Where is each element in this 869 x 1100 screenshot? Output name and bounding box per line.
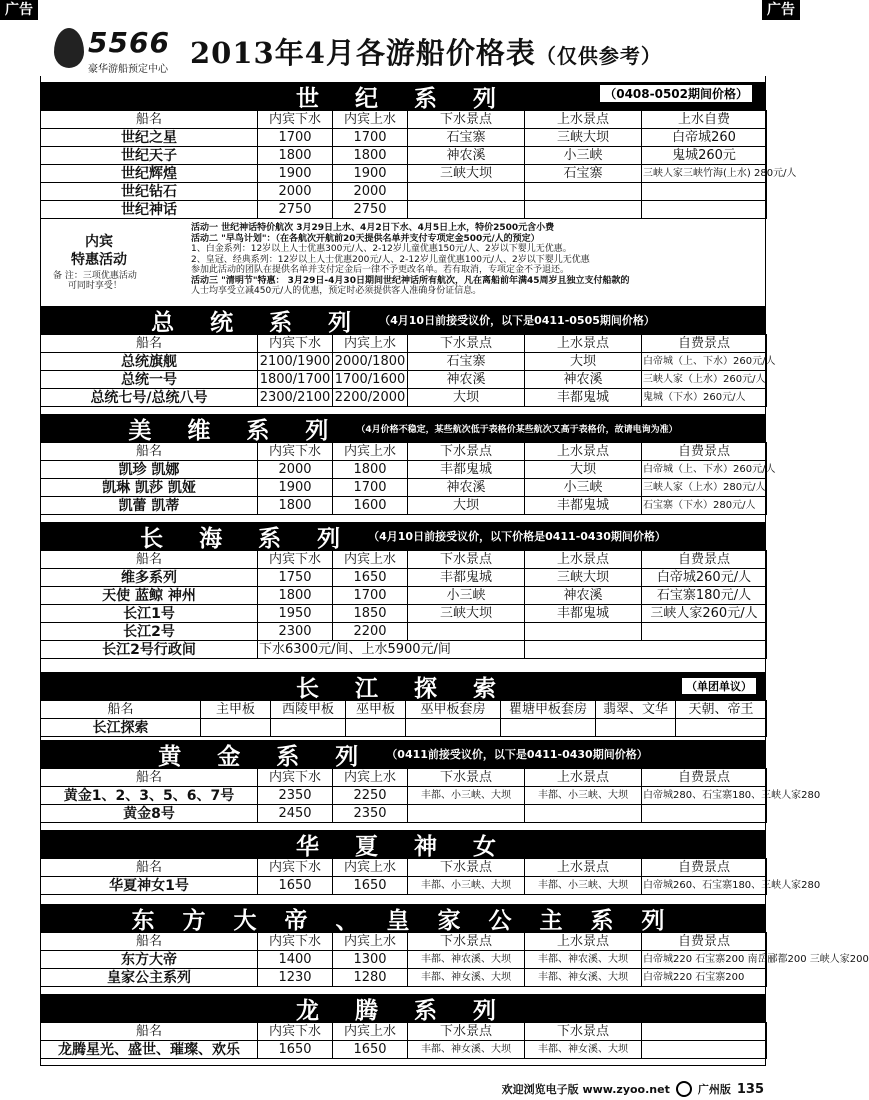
ship-name: 华夏神女1号 <box>41 877 258 895</box>
spot-cell <box>525 201 642 219</box>
spot-cell: 三峡大坝 <box>408 605 525 623</box>
spot-cell: 丰都、神女溪、大坝 <box>525 1041 642 1059</box>
table-row <box>41 353 767 371</box>
spot-cell <box>642 183 767 201</box>
spot-cell: 神农溪 <box>525 587 642 605</box>
price-cell: 2000 <box>333 183 408 201</box>
price-cell: 1800 <box>258 497 333 515</box>
spot-cell: 丰都鬼城 <box>525 389 642 407</box>
spot-cell: 石宝寨 <box>408 129 525 147</box>
column-header: 巫甲板 <box>346 701 406 719</box>
spot-cell <box>408 201 525 219</box>
section-band: 黄 金 系 列 （0411前接受议价，以下是0411-0430期间价格） <box>40 740 766 768</box>
price-table <box>40 932 869 987</box>
promo-line: 2、皇冠、经典系列：12岁以上人士优惠200元/人、2-12岁儿童优惠100元/人、2岁以下婴儿无优惠 <box>191 254 590 265</box>
price-cell: 1700 <box>333 479 408 497</box>
spot-cell: 丰都鬼城 <box>408 569 525 587</box>
section-band: 长 江 探 索 （单团单议） <box>40 672 766 700</box>
table-row <box>41 969 767 987</box>
section-longteng <box>40 994 766 1059</box>
section-tansuo <box>40 672 766 737</box>
price-cell: 2000 <box>258 183 333 201</box>
price-cell: 1230 <box>258 969 333 987</box>
spot-cell: 丰都、小三峡、大坝 <box>408 787 525 805</box>
price-cell: 1650 <box>333 877 408 895</box>
price-cell <box>406 719 501 737</box>
price-cell: 2750 <box>333 201 408 219</box>
promo-box <box>40 219 766 307</box>
spot-cell: 白帝城（上、下水）260元/人 <box>642 353 767 371</box>
spot-cell <box>408 623 525 641</box>
spot-cell: 鬼城（下水）260元/人 <box>642 389 767 407</box>
price-table <box>40 700 767 737</box>
price-cell: 2350 <box>333 805 408 823</box>
spot-cell <box>408 183 525 201</box>
spot-cell: 丰都、小三峡、大坝 <box>525 787 642 805</box>
section-note: （4月价格不稳定，某些航次低于表格价某些航次又高于表格价，故请电询为准） <box>356 424 678 435</box>
promo-remark: 备 注：三项优惠活动 可同时享受！ <box>53 271 137 291</box>
table-row <box>41 605 767 623</box>
section-band: 世 纪 系 列 （0408-0502期间价格） <box>40 82 766 110</box>
ship-name: 东方大帝 <box>41 951 258 969</box>
spot-cell: 鬼城260元 <box>642 147 767 165</box>
section-huangjin <box>40 740 821 823</box>
spot-cell <box>642 201 767 219</box>
ship-name: 总统一号 <box>41 371 258 389</box>
table-header: 船名 内宾下水 内宾上水 下水景点 上水景点 自费景点 <box>41 933 767 951</box>
ship-name: 长江1号 <box>41 605 258 623</box>
price-cell: 1300 <box>333 951 408 969</box>
flame-icon <box>54 28 84 68</box>
section-note: （4月10日前接受议价，以下是0411-0505期间价格） <box>379 314 655 327</box>
table-row <box>41 623 767 641</box>
spot-cell: 大坝 <box>408 389 525 407</box>
spot-cell: 神农溪 <box>408 147 525 165</box>
section-band: 华 夏 神 女 <box>40 830 766 858</box>
table-row <box>41 147 767 165</box>
ad-label-right: 广告 <box>762 0 800 20</box>
price-cell: 1400 <box>258 951 333 969</box>
price-cell: 2300 <box>258 623 333 641</box>
empty-cell <box>525 641 767 659</box>
price-cell: 1600 <box>333 497 408 515</box>
spot-cell <box>642 1041 767 1059</box>
price-cell: 1650 <box>258 877 333 895</box>
table-row <box>41 719 767 737</box>
price-cell: 1800 <box>258 147 333 165</box>
table-header: 船名 内宾下水 内宾上水 下水景点 上水景点 自费景点 <box>41 859 767 877</box>
price-cell: 2350 <box>258 787 333 805</box>
column-header: 主甲板 <box>201 701 271 719</box>
section-changhai <box>40 522 766 659</box>
table-header: 船名 内宾下水 内宾上水 下水景点 上水景点 上水自费 <box>41 111 767 129</box>
ship-name: 长江探索 <box>41 719 201 737</box>
table-header: 船名 内宾下水 内宾上水 下水景点 下水景点 <box>41 1023 767 1041</box>
table-row <box>41 479 767 497</box>
price-table <box>40 110 797 219</box>
table-row <box>41 165 767 183</box>
price-table <box>40 858 821 895</box>
spot-cell: 丰都、神女溪、大坝 <box>408 969 525 987</box>
table-header <box>41 701 767 719</box>
logo-number: 5566 <box>88 26 170 59</box>
page-number: 135 <box>736 1081 764 1097</box>
page-title: 2013年4月各游船价格表（仅供参考） <box>190 35 662 70</box>
column-header: 翡翠、文华 <box>596 701 676 719</box>
price-cell: 2100/1900 <box>258 353 333 371</box>
spot-cell: 白帝城220 石宝寨200 <box>642 969 767 987</box>
spot-cell: 石宝寨（下水）280元/人 <box>642 497 767 515</box>
promo-label: 内宾 特惠活动 <box>71 234 127 268</box>
spot-cell <box>642 805 767 823</box>
section-zongtong <box>40 306 776 407</box>
spot-cell: 小三峡 <box>525 147 642 165</box>
table-row <box>41 569 767 587</box>
section-huaxia <box>40 830 821 895</box>
table-row <box>41 805 767 823</box>
table-row <box>41 183 767 201</box>
table-header: 船名 内宾下水 内宾上水 下水景点 上水景点 自费景点 <box>41 443 767 461</box>
price-cell: 1850 <box>333 605 408 623</box>
ship-name: 总统旗舰 <box>41 353 258 371</box>
table-row <box>41 951 767 969</box>
table-row <box>41 587 767 605</box>
price-table <box>40 334 776 407</box>
spot-cell: 大坝 <box>408 497 525 515</box>
price-cell: 1650 <box>333 569 408 587</box>
spot-cell: 丰都鬼城 <box>408 461 525 479</box>
promo-text <box>191 223 761 297</box>
spot-cell: 丰都、小三峡、大坝 <box>408 877 525 895</box>
column-header: 船名 <box>41 701 201 719</box>
page-footer <box>0 1078 800 1100</box>
spot-cell: 白帝城（上、下水）260元/人 <box>642 461 767 479</box>
section-band: 长 海 系 列 （4月10日前接受议价，以下价格是0411-0430期间价格） <box>40 522 766 550</box>
table-row <box>41 787 767 805</box>
price-cell <box>201 719 271 737</box>
spot-cell: 三峡人家三峡竹海(上水) 280元/人 <box>642 165 767 183</box>
spot-cell: 白帝城260 <box>642 129 767 147</box>
section-note: （0408-0502期间价格） <box>600 85 752 102</box>
price-cell <box>676 719 767 737</box>
spot-cell: 三峡人家（上水）280元/人 <box>642 479 767 497</box>
price-cell: 1800 <box>258 587 333 605</box>
spot-cell: 丰都鬼城 <box>525 497 642 515</box>
spot-cell: 神农溪 <box>525 371 642 389</box>
price-cell <box>271 719 346 737</box>
spot-cell: 三峡大坝 <box>525 569 642 587</box>
section-shiji <box>40 82 797 307</box>
table-row <box>41 497 767 515</box>
column-header: 天朝、帝王 <box>676 701 767 719</box>
price-table <box>40 550 767 659</box>
spot-cell: 丰都、神女溪、大坝 <box>525 969 642 987</box>
price-cell: 2450 <box>258 805 333 823</box>
price-cell: 2000 <box>258 461 333 479</box>
price-cell <box>501 719 596 737</box>
section-band: 东 方 大 帝 、 皇 家 公 主 系 列 <box>40 904 766 932</box>
spot-cell: 石宝寨180元/人 <box>642 587 767 605</box>
section-note: （4月10日前接受议价，以下价格是0411-0430期间价格） <box>368 530 666 543</box>
spot-cell <box>525 623 642 641</box>
price-cell: 1650 <box>258 1041 333 1059</box>
spot-cell: 丰都、神农溪、大坝 <box>408 951 525 969</box>
spot-cell: 小三峡 <box>525 479 642 497</box>
price-cell: 1900 <box>258 479 333 497</box>
promo-line: 活动三 "清明节"特惠： 3月29日-4月30日期间世纪神话所有航次，凡在离船前年满45周岁且独立支付船款的 <box>191 275 630 286</box>
table-row <box>41 389 767 407</box>
table-row <box>41 129 767 147</box>
price-cell: 1700 <box>258 129 333 147</box>
spot-cell: 丰都、神女溪、大坝 <box>408 1041 525 1059</box>
ship-name: 黄金1、2、3、5、6、7号 <box>41 787 258 805</box>
spot-cell: 神农溪 <box>408 479 525 497</box>
promo-line: 1、白金系列：12岁以上人士优惠300元/人、2-12岁儿童优惠150元/人、2岁以下婴儿无优惠。 <box>191 244 572 254</box>
ship-name: 世纪钻石 <box>41 183 258 201</box>
spot-cell <box>408 805 525 823</box>
ship-name: 凯珍 凯娜 <box>41 461 258 479</box>
price-cell: 2200 <box>333 623 408 641</box>
ad-label-left: 广告 <box>0 0 38 20</box>
spot-cell: 白帝城220 石宝寨200 南岳郦都200 三峡人家200 <box>642 951 767 969</box>
spot-cell <box>642 623 767 641</box>
spot-cell <box>525 805 642 823</box>
price-cell: 1800 <box>333 147 408 165</box>
spot-cell: 丰都鬼城 <box>525 605 642 623</box>
section-note: （单团单议） <box>682 678 756 694</box>
price-table <box>40 768 821 823</box>
spot-cell: 大坝 <box>525 353 642 371</box>
column-header: 巫甲板套房 <box>406 701 501 719</box>
price-cell: 1700 <box>333 587 408 605</box>
price-cell: 1900 <box>258 165 333 183</box>
price-cell: 1700 <box>333 129 408 147</box>
spot-cell: 三峡大坝 <box>408 165 525 183</box>
column-header: 西陵甲板 <box>271 701 346 719</box>
ship-name: 总统七号/总统八号 <box>41 389 258 407</box>
price-cell: 2250 <box>333 787 408 805</box>
section-dongfang <box>40 904 869 987</box>
promo-line: 参加此活动的团队在提供名单并支付定金后一律不予更改名单。若有取消，专项定金不予退还。 <box>191 265 570 275</box>
spot-cell: 丰都、小三峡、大坝 <box>525 877 642 895</box>
section-band: 龙 腾 系 列 <box>40 994 766 1022</box>
ship-name: 长江2号行政间 <box>41 641 258 659</box>
spot-cell <box>525 183 642 201</box>
price-cell: 1800 <box>333 461 408 479</box>
table-row <box>41 461 767 479</box>
price-cell: 1900 <box>333 165 408 183</box>
spot-cell: 白帝城260元/人 <box>642 569 767 587</box>
price-table <box>40 1022 767 1059</box>
price-cell: 1700/1600 <box>333 371 408 389</box>
table-row <box>41 201 767 219</box>
promo-line: 活动二 "早鸟计划"：（在各航次开航前20天提供名单并支付专项定金500元/人的预定） <box>191 233 540 244</box>
price-cell: 2300/2100 <box>258 389 333 407</box>
footer-edition: 广州版 <box>697 1083 731 1096</box>
brand-icon <box>676 1081 692 1097</box>
table-header: 船名 内宾下水 内宾上水 下水景点 上水景点 自费景点 <box>41 769 767 787</box>
table-row <box>41 641 767 659</box>
ship-name: 龙腾星光、盛世、璀璨、欢乐 <box>41 1041 258 1059</box>
price-cell: 下水6300元/间、上水5900元/间 <box>258 641 525 659</box>
price-cell <box>596 719 676 737</box>
price-cell <box>346 719 406 737</box>
ship-name: 世纪辉煌 <box>41 165 258 183</box>
price-cell: 2200/2000 <box>333 389 408 407</box>
promo-line: 活动一 世纪神话特价航次 3月29日上水、4月2日下水、4月5日上水，特价2500元含小费 <box>191 223 555 233</box>
title-note: （仅供参考） <box>535 43 662 68</box>
spot-cell: 三峡人家260元/人 <box>642 605 767 623</box>
spot-cell: 丰都、神农溪、大坝 <box>525 951 642 969</box>
price-cell: 1650 <box>333 1041 408 1059</box>
spot-cell: 石宝寨 <box>525 165 642 183</box>
section-band: 美 维 系 列 （4月价格不稳定，某些航次低于表格价某些航次又高于表格价，故请电询为准） <box>40 414 766 442</box>
table-header: 船名 内宾下水 内宾上水 下水景点 上水景点 自费景点 <box>41 335 767 353</box>
price-cell: 1800/1700 <box>258 371 333 389</box>
ship-name: 黄金8号 <box>41 805 258 823</box>
ship-name: 世纪天子 <box>41 147 258 165</box>
price-table <box>40 442 776 515</box>
spot-cell: 大坝 <box>525 461 642 479</box>
promo-line: 人士均享受立减450元/人的优惠，预定时必须提供客人准确身份证信息。 <box>191 286 482 296</box>
logo <box>50 24 190 78</box>
spot-cell: 白帝城280、石宝寨180、三峡人家280 <box>642 787 767 805</box>
table-header: 船名 内宾下水 内宾上水 下水景点 上水景点 自费景点 <box>41 551 767 569</box>
price-cell: 1950 <box>258 605 333 623</box>
ship-name: 天使 蓝鲸 神州 <box>41 587 258 605</box>
ship-name: 皇家公主系列 <box>41 969 258 987</box>
ship-name: 长江2号 <box>41 623 258 641</box>
section-note: （0411前接受议价，以下是0411-0430期间价格） <box>386 748 648 761</box>
price-cell: 1750 <box>258 569 333 587</box>
section-band: 总 统 系 列 （4月10日前接受议价，以下是0411-0505期间价格） <box>40 306 766 334</box>
ship-name: 维多系列 <box>41 569 258 587</box>
column-header: 瞿塘甲板套房 <box>501 701 596 719</box>
spot-cell: 三峡人家（上水）260元/人 <box>642 371 767 389</box>
spot-cell: 小三峡 <box>408 587 525 605</box>
spot-cell: 白帝城260、石宝寨180、三峡人家280 <box>642 877 767 895</box>
ship-name: 凯琳 凯莎 凯娅 <box>41 479 258 497</box>
logo-subtitle: 豪华游船预定中心 <box>88 64 168 75</box>
spot-cell: 神农溪 <box>408 371 525 389</box>
table-row <box>41 1041 767 1059</box>
page-header <box>50 24 760 78</box>
ship-name: 世纪神话 <box>41 201 258 219</box>
table-row <box>41 877 767 895</box>
price-cell: 1280 <box>333 969 408 987</box>
price-cell: 2750 <box>258 201 333 219</box>
ship-name: 凯蕾 凯蒂 <box>41 497 258 515</box>
section-meiwei <box>40 414 776 515</box>
table-row <box>41 371 767 389</box>
price-cell: 2000/1800 <box>333 353 408 371</box>
ship-name: 世纪之星 <box>41 129 258 147</box>
footer-text: 欢迎浏览电子版 www.zyoo.net <box>501 1083 670 1096</box>
spot-cell: 三峡大坝 <box>525 129 642 147</box>
spot-cell: 石宝寨 <box>408 353 525 371</box>
